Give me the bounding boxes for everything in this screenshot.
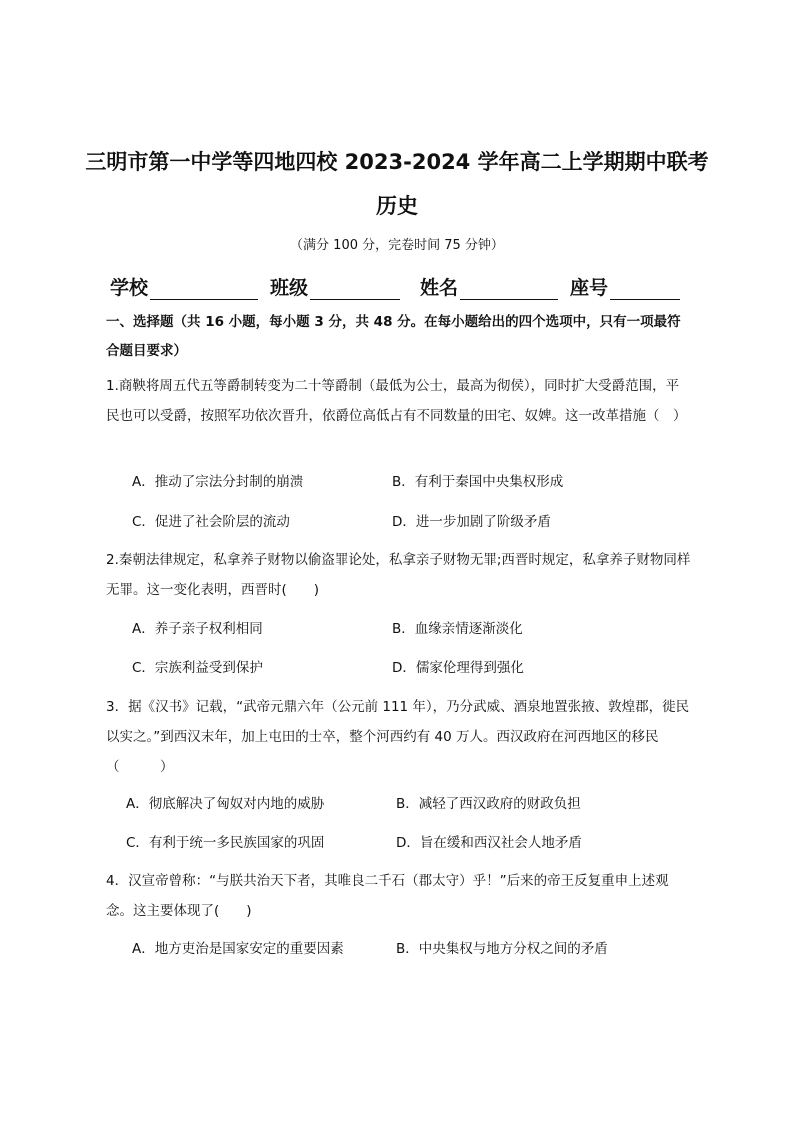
exam-subject: 历史 <box>376 194 418 218</box>
question-3-option-d[interactable]: D．旨在缓和西汉社会人地矛盾 <box>396 835 582 851</box>
question-1-option-d[interactable]: D．进一步加剧了阶级矛盾 <box>392 514 551 530</box>
question-2-option-b[interactable]: B．血缘亲情逐渐淡化 <box>392 621 523 637</box>
name-blank[interactable] <box>460 277 558 300</box>
student-info-row <box>110 270 690 300</box>
question-1-stem: 1.商鞅将周五代五等爵制转变为二十等爵制（最低为公士，最高为彻侯），同时扩大受爵范围，平民也可以受爵，按照军功依次晋升，依爵位高低占有不同数量的田宅、奴婢。这一改革措施（ ） <box>106 378 687 424</box>
question-4-stem: 4．汉宣帝曾称：“与朕共治天下者，其唯良二千石（郡太守）乎！”后来的帝王反复重申上述观念。这主要体现了( ) <box>106 873 669 919</box>
question-2-options-row-1 <box>0 617 794 641</box>
question-3-option-a[interactable]: A．彻底解决了匈奴对内地的威胁 <box>126 796 325 812</box>
question-3-option-b[interactable]: B．减轻了西汉政府的财政负担 <box>396 796 581 812</box>
class-blank[interactable] <box>310 277 400 300</box>
class-label: 班级 <box>270 277 309 299</box>
section-heading: 一、选择题（共 16 小题，每小题 3 分，共 48 分。在每小题给出的四个选项中，只有一项最符合题目要求） <box>106 314 681 359</box>
question-2-option-a[interactable]: A．养子亲子权利相同 <box>132 621 263 637</box>
name-field[interactable] <box>420 273 558 300</box>
seat-field[interactable] <box>570 273 680 300</box>
question-3-options-row-1 <box>0 792 794 816</box>
name-label: 姓名 <box>420 277 459 299</box>
question-2-option-c[interactable]: C．宗族利益受到保护 <box>132 660 263 676</box>
exam-title: 三明市第一中学等四地四校 2023-2024 学年高二上学期期中联考 <box>85 150 709 174</box>
school-label: 学校 <box>110 277 149 299</box>
question-1-options-row-1 <box>0 470 794 494</box>
class-field[interactable] <box>270 273 400 300</box>
question-1-option-c[interactable]: C．促进了社会阶层的流动 <box>132 514 290 530</box>
question-1-option-b[interactable]: B．有利于秦国中央集权形成 <box>392 474 564 490</box>
seat-label: 座号 <box>570 277 609 299</box>
question-4-options-row-1 <box>0 937 794 961</box>
question-4-option-a[interactable]: A．地方吏治是国家安定的重要因素 <box>132 941 344 957</box>
question-3-options-row-2 <box>0 831 794 855</box>
question-2-stem: 2.秦朝法律规定，私拿养子财物以偷盗罪论处，私拿亲子财物无罪;西晋时规定，私拿养子财物同样无罪。这一变化表明，西晋时( ) <box>106 552 691 598</box>
question-1-options-row-2 <box>0 510 794 534</box>
seat-blank[interactable] <box>610 277 680 300</box>
question-2-option-d[interactable]: D．儒家伦理得到强化 <box>392 660 524 676</box>
school-field[interactable] <box>110 273 258 300</box>
score-note: （满分 100 分，完卷时间 75 分钟） <box>290 238 504 253</box>
question-2-options-row-2 <box>0 656 794 680</box>
question-1-option-a[interactable]: A．推动了宗法分封制的崩溃 <box>132 474 304 490</box>
question-3-option-c[interactable]: C．有利于统一多民族国家的巩固 <box>126 835 325 851</box>
question-4-option-b[interactable]: B．中央集权与地方分权之间的矛盾 <box>396 941 608 957</box>
question-3-stem: 3．据《汉书》记载，“武帝元鼎六年（公元前 111 年），乃分武威、酒泉地置张掖、敦煌郡，徙民以实之。”到西汉末年，加上屯田的士卒，整个河西约有 40 万人。西汉政府在河西地区的移民（ ） <box>106 699 690 775</box>
school-blank[interactable] <box>150 277 258 300</box>
